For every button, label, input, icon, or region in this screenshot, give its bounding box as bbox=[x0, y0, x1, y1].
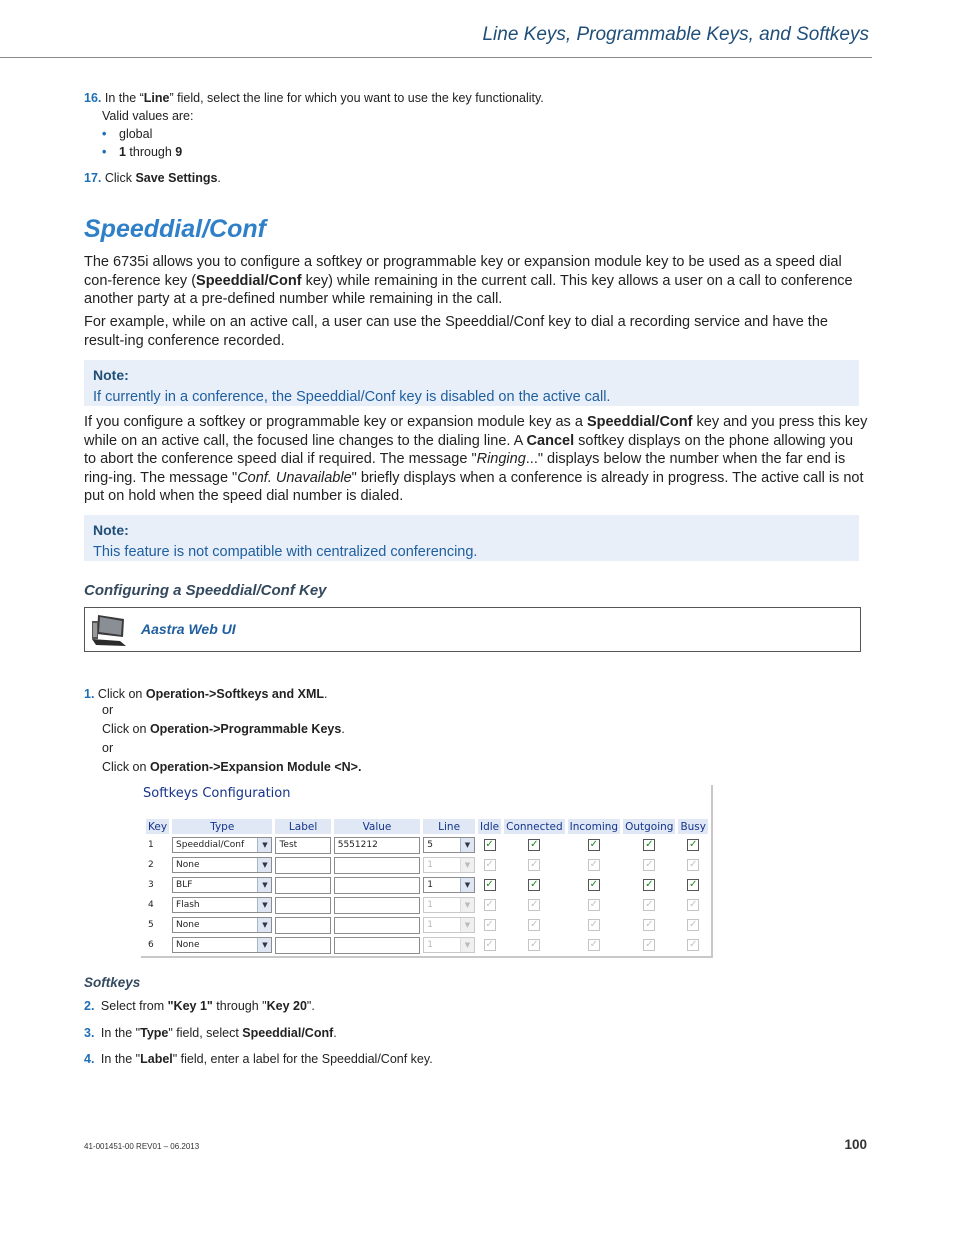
step-17 bbox=[84, 169, 221, 187]
line-value: 1 bbox=[427, 860, 433, 870]
column-header-idle: Idle bbox=[479, 820, 500, 833]
note-text: If currently in a conference, the Speeddial/Conf key is disabled on the active call. bbox=[93, 389, 611, 405]
list-item-text: through bbox=[125, 144, 176, 159]
column-header-line: Line bbox=[423, 819, 475, 834]
step-number: 2. bbox=[84, 999, 95, 1013]
subsection-title: Configuring a Speeddial/Conf Key bbox=[84, 582, 327, 599]
column-header-value: Value bbox=[334, 819, 421, 834]
busy-checkbox: ✓ bbox=[689, 919, 698, 930]
incoming-checkbox: ✓ bbox=[589, 919, 599, 930]
label-input[interactable] bbox=[275, 877, 330, 894]
header-rule bbox=[0, 57, 872, 58]
incoming-checkbox[interactable]: ✓ bbox=[589, 839, 599, 850]
or-text: or bbox=[102, 741, 114, 755]
step-number: 1. bbox=[84, 687, 95, 701]
key-number: 1 bbox=[148, 840, 154, 850]
para-text: key) while remaining in the current call. This key allows a user on a call to conference another party at a pre-defined number while remaining in the call. bbox=[84, 272, 853, 308]
step-1 bbox=[84, 685, 361, 776]
column-header-connected: Connected bbox=[506, 820, 563, 833]
step-number: 4. bbox=[84, 1052, 95, 1066]
column-header-key: Key bbox=[148, 820, 168, 833]
value-input[interactable] bbox=[334, 937, 421, 954]
valid-values-label: Valid values are: bbox=[102, 109, 194, 123]
line-value: 1 bbox=[427, 880, 433, 890]
label-input[interactable] bbox=[275, 897, 330, 914]
label-input[interactable] bbox=[275, 937, 330, 954]
label-input[interactable] bbox=[275, 857, 330, 874]
table-row bbox=[146, 836, 708, 854]
step-number: 17. bbox=[84, 171, 102, 185]
busy-checkbox[interactable]: ✓ bbox=[689, 879, 698, 890]
line-select bbox=[423, 917, 475, 933]
step-text: In the “ bbox=[104, 91, 144, 105]
step-bold: Operation->Expansion Module <N>. bbox=[149, 760, 362, 774]
line-value: 1 bbox=[427, 920, 433, 930]
incoming-checkbox: ✓ bbox=[589, 939, 599, 950]
bullet: • bbox=[102, 144, 107, 159]
list-item-bold: 9 bbox=[175, 144, 183, 159]
idle-checkbox: ✓ bbox=[485, 899, 494, 910]
connected-checkbox: ✓ bbox=[530, 939, 539, 950]
step-bold: Type bbox=[140, 1026, 169, 1040]
label-input[interactable] bbox=[275, 917, 330, 934]
step-bold: Speeddial/Conf bbox=[242, 1026, 334, 1040]
idle-checkbox: ✓ bbox=[485, 939, 494, 950]
busy-checkbox[interactable]: ✓ bbox=[689, 839, 698, 850]
step-text: Click on bbox=[102, 760, 150, 774]
type-select[interactable] bbox=[172, 857, 272, 873]
type-select[interactable] bbox=[172, 877, 272, 893]
step-16 bbox=[84, 89, 544, 125]
connected-checkbox: ✓ bbox=[530, 859, 539, 870]
table-row bbox=[146, 896, 708, 914]
chevron-down-icon: ▼ bbox=[460, 938, 474, 952]
type-select[interactable] bbox=[172, 937, 272, 953]
step-number: 3. bbox=[84, 1026, 95, 1040]
computer-icon bbox=[90, 613, 128, 647]
step-text: In the " bbox=[100, 1026, 141, 1040]
note-box bbox=[84, 360, 859, 406]
column-header-type: Type bbox=[172, 819, 272, 834]
type-select[interactable] bbox=[172, 897, 272, 913]
incoming-checkbox: ✓ bbox=[589, 859, 599, 870]
para-text: softkey displays on the phone allowing you to abort the conference speed dial if required. The message " bbox=[84, 432, 854, 468]
busy-checkbox: ✓ bbox=[689, 899, 698, 910]
type-value: None bbox=[176, 920, 200, 930]
value-input[interactable] bbox=[334, 897, 421, 914]
line-value: 1 bbox=[427, 940, 433, 950]
para-italic: Ringing bbox=[476, 451, 526, 468]
step-bold: Save Settings bbox=[135, 171, 218, 185]
para-italic: Conf. Unavailable bbox=[237, 469, 352, 486]
chevron-down-icon[interactable]: ▼ bbox=[257, 918, 271, 932]
line-select[interactable] bbox=[423, 877, 475, 893]
line-select[interactable] bbox=[423, 837, 475, 853]
type-select[interactable] bbox=[172, 837, 272, 853]
figure-caption: Softkeys bbox=[84, 975, 141, 990]
type-select[interactable] bbox=[172, 917, 272, 933]
outgoing-checkbox[interactable]: ✓ bbox=[645, 879, 654, 890]
chevron-down-icon[interactable]: ▼ bbox=[257, 938, 271, 952]
note-text: This feature is not compatible with centralized conferencing. bbox=[93, 544, 478, 560]
chevron-down-icon[interactable]: ▼ bbox=[460, 878, 474, 892]
table-row bbox=[146, 876, 708, 894]
chevron-down-icon[interactable]: ▼ bbox=[257, 878, 271, 892]
key-number: 2 bbox=[148, 860, 154, 870]
para-text: If you configure a softkey or programmable key or expansion module key as a bbox=[84, 414, 587, 430]
paragraph-intro bbox=[84, 253, 869, 309]
note-box bbox=[84, 515, 859, 561]
step-text: In the " bbox=[100, 1052, 141, 1066]
step-text: Select from bbox=[100, 999, 168, 1013]
idle-checkbox[interactable]: ✓ bbox=[485, 839, 494, 850]
valid-values-list bbox=[102, 126, 182, 161]
aastra-web-ui-banner bbox=[84, 607, 861, 652]
paragraph-example: For example, while on an active call, a user can use the Speeddial/Conf key to dial a recording service and have the result-ing conference recorded. bbox=[84, 314, 828, 349]
outgoing-checkbox[interactable]: ✓ bbox=[645, 839, 654, 850]
para-text: " briefly displays when a conference is already in progress. The active call is not put on hold when the speed dial number is dialed. bbox=[84, 469, 864, 505]
value-input[interactable] bbox=[334, 877, 421, 894]
chevron-down-icon: ▼ bbox=[460, 858, 474, 872]
connected-checkbox[interactable]: ✓ bbox=[530, 839, 539, 850]
step-text: ” field, select the line for which you want to use the key functionality. bbox=[169, 91, 544, 105]
note-label: Note: bbox=[93, 367, 129, 383]
incoming-checkbox: ✓ bbox=[589, 899, 599, 910]
para-bold: Speeddial/Conf bbox=[196, 272, 302, 289]
para-text: key and you press this key while on an active call, the focused line changes to the dialing line. A bbox=[84, 414, 868, 449]
step-text: Click on bbox=[102, 722, 150, 736]
outgoing-checkbox: ✓ bbox=[645, 899, 654, 910]
type-value: Speeddial/Conf bbox=[176, 840, 245, 850]
softkeys-table bbox=[143, 817, 711, 956]
step-3 bbox=[84, 1024, 337, 1042]
panel-title: Softkeys Configuration bbox=[143, 786, 291, 801]
step-number: 16. bbox=[84, 91, 102, 105]
softkeys-configuration-panel bbox=[141, 785, 713, 958]
step-4 bbox=[84, 1050, 433, 1068]
step-text: " field, select bbox=[168, 1026, 243, 1040]
key-number: 5 bbox=[148, 920, 154, 930]
step-text: Click on bbox=[97, 687, 146, 701]
step-text: " field, enter a label for the Speeddial/Conf key. bbox=[172, 1052, 433, 1066]
line-select bbox=[423, 857, 475, 873]
step-text: . bbox=[217, 171, 221, 185]
step-bold: Operation->Softkeys and XML bbox=[145, 687, 325, 701]
key-number: 3 bbox=[148, 880, 154, 890]
column-header-label: Label bbox=[275, 819, 330, 834]
outgoing-checkbox: ✓ bbox=[645, 919, 654, 930]
table-row bbox=[146, 916, 708, 934]
step-bold: Line bbox=[143, 91, 170, 105]
chevron-down-icon: ▼ bbox=[460, 898, 474, 912]
step-bold: "Key 1" bbox=[167, 999, 213, 1013]
type-value: BLF bbox=[176, 880, 193, 890]
table-row bbox=[146, 856, 708, 874]
value-input[interactable] bbox=[334, 857, 421, 874]
step-text: ". bbox=[306, 999, 315, 1013]
value-input[interactable] bbox=[334, 917, 421, 934]
value-input[interactable]: 5551212 bbox=[334, 837, 421, 854]
bullet: • bbox=[102, 127, 107, 141]
step-text: . bbox=[333, 1026, 337, 1040]
chevron-down-icon[interactable]: ▼ bbox=[257, 898, 271, 912]
para-bold: Cancel bbox=[526, 432, 575, 449]
para-text: The 6735i allows you to configure a softkey or programmable key or expansion module key to be used as a speed dial con-ference key ( bbox=[84, 254, 842, 289]
busy-checkbox: ✓ bbox=[689, 859, 698, 870]
step-bold: Label bbox=[140, 1052, 173, 1066]
step-bold: Operation->Programmable Keys bbox=[149, 722, 342, 736]
connected-checkbox: ✓ bbox=[530, 919, 539, 930]
chevron-down-icon: ▼ bbox=[460, 918, 474, 932]
column-header-busy: Busy bbox=[680, 820, 706, 833]
line-value: 1 bbox=[427, 900, 433, 910]
table-row bbox=[146, 936, 708, 954]
paragraph-behavior bbox=[84, 413, 869, 506]
key-number: 4 bbox=[148, 900, 154, 910]
step-text: Click bbox=[104, 171, 136, 185]
type-value: Flash bbox=[176, 900, 200, 910]
busy-checkbox: ✓ bbox=[689, 939, 698, 950]
list-item bbox=[102, 144, 182, 162]
idle-checkbox: ✓ bbox=[485, 919, 494, 930]
step-text: through " bbox=[212, 999, 267, 1013]
connected-checkbox: ✓ bbox=[530, 899, 539, 910]
step-text: . bbox=[324, 687, 328, 701]
idle-checkbox[interactable]: ✓ bbox=[485, 879, 494, 890]
idle-checkbox: ✓ bbox=[485, 859, 494, 870]
outgoing-checkbox: ✓ bbox=[645, 939, 654, 950]
line-select bbox=[423, 937, 475, 953]
chevron-down-icon[interactable]: ▼ bbox=[257, 858, 271, 872]
note-label: Note: bbox=[93, 522, 129, 538]
key-number: 6 bbox=[148, 940, 154, 950]
chevron-down-icon[interactable]: ▼ bbox=[257, 838, 271, 852]
type-value: None bbox=[176, 860, 200, 870]
or-text: or bbox=[102, 703, 114, 717]
line-value: 5 bbox=[427, 840, 433, 850]
list-item-bold: 1 bbox=[119, 144, 126, 159]
footer-page-number: 100 bbox=[844, 1137, 867, 1152]
footer-document-id: 41-001451-00 REV01 – 06.2013 bbox=[84, 1142, 200, 1151]
page-header-title: Line Keys, Programmable Keys, and Softkeys bbox=[482, 24, 869, 45]
section-title: Speeddial/Conf bbox=[84, 215, 266, 243]
column-header-incoming: Incoming bbox=[569, 820, 619, 833]
line-select bbox=[423, 897, 475, 913]
column-header-outgoing: Outgoing bbox=[625, 820, 674, 833]
step-text: . bbox=[341, 722, 345, 736]
label-input[interactable]: Test bbox=[275, 837, 330, 854]
step-bold: Key 20 bbox=[266, 999, 307, 1013]
banner-label: Aastra Web UI bbox=[141, 621, 236, 637]
step-2 bbox=[84, 997, 315, 1015]
connected-checkbox[interactable]: ✓ bbox=[530, 879, 539, 890]
outgoing-checkbox: ✓ bbox=[645, 859, 654, 870]
type-value: None bbox=[176, 940, 200, 950]
list-item-text: global bbox=[119, 127, 153, 141]
table-header-row bbox=[146, 819, 708, 834]
list-item bbox=[102, 126, 182, 144]
para-bold: Speeddial/Conf bbox=[586, 414, 693, 430]
chevron-down-icon[interactable]: ▼ bbox=[460, 838, 474, 852]
para-text: ..." displays below the number when the far end is ring-ing. The message " bbox=[84, 451, 846, 486]
incoming-checkbox[interactable]: ✓ bbox=[589, 879, 599, 890]
